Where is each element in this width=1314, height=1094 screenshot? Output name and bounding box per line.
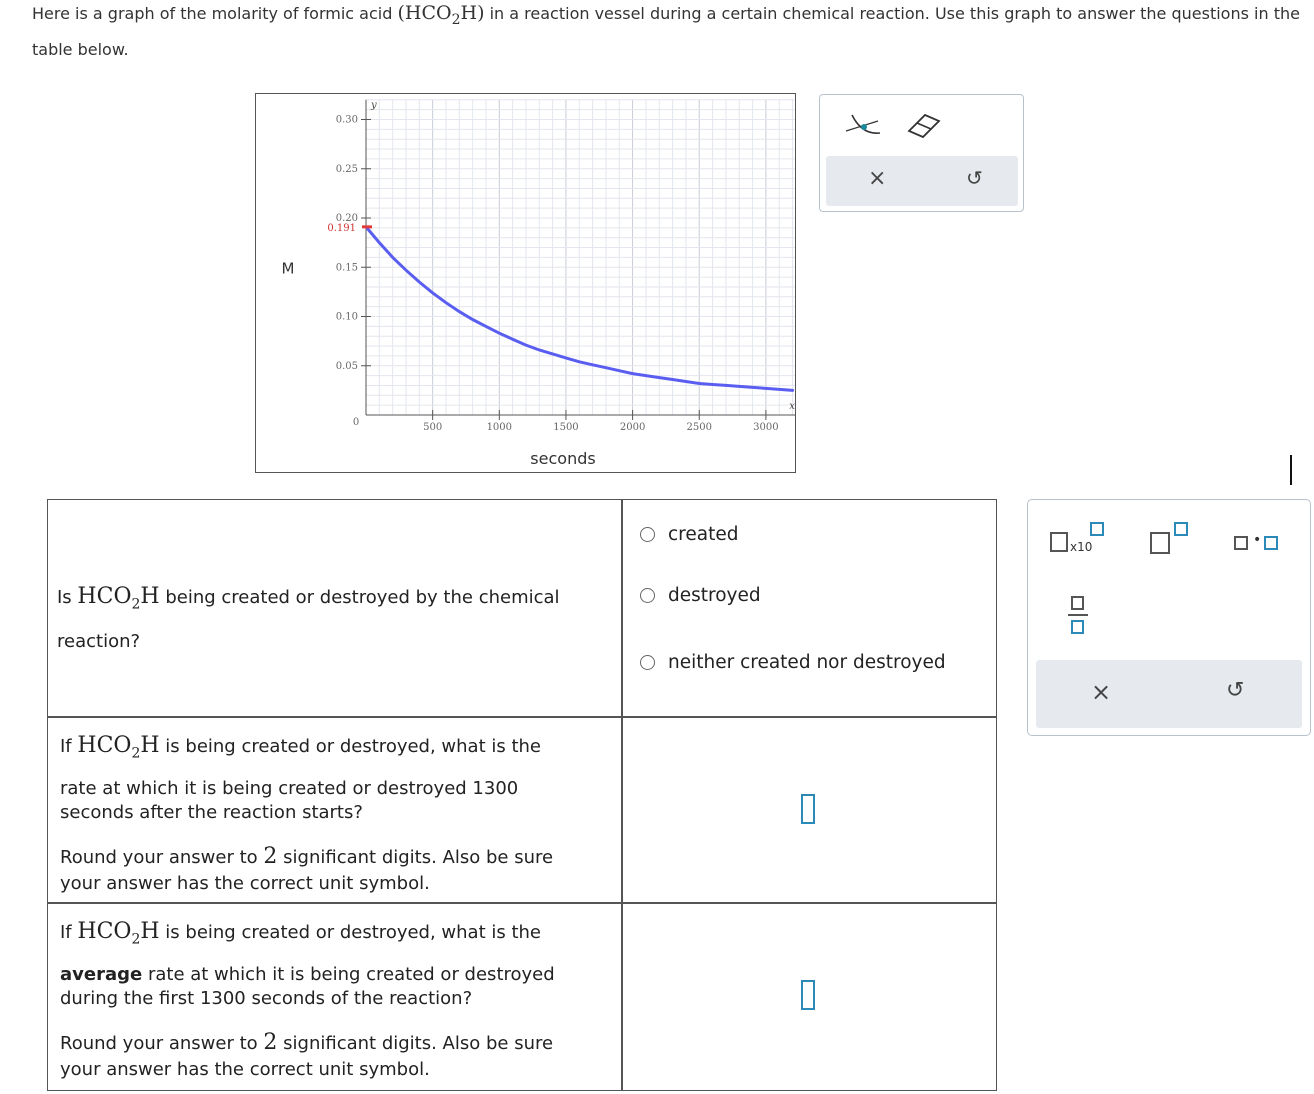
intro-formula: $(HCO_2H)$ [397, 2, 485, 28]
undo-keypad-button[interactable]: ↺ [1226, 678, 1245, 703]
keypad-bar [1036, 660, 1302, 728]
option-neither[interactable]: neither created nor destroyed [640, 652, 946, 673]
graph-tool-bar [826, 156, 1018, 206]
y-axis-letter: y [371, 99, 377, 111]
scientific-notation-button[interactable]: x10 [1050, 522, 1110, 562]
graph-toolbox [819, 94, 1024, 212]
y-tick-label: 0.20 [335, 213, 358, 224]
y-tick-label: 0.10 [335, 311, 358, 323]
intro-after: in a reaction vessel during a certain chemical reaction. Use this graph to answer the questions in the table below. [32, 4, 1300, 59]
q3-text: If $HCO_2H$ is being created or destroyed, what is the average rate at which it is being created or destroyed during the first 1300 seconds of the reaction? Round your answer to 2 significant digits. Also be sure your answer has the correct unit symbol. [60, 919, 555, 1081]
x-tick-label: 3000 [753, 422, 779, 433]
x-tick-label: 2000 [619, 422, 646, 433]
fraction-button[interactable] [1068, 596, 1088, 640]
y-axis-title: M [281, 259, 295, 278]
initial-value-label: 0.191 [327, 222, 356, 234]
clear-graph-button[interactable]: × [868, 166, 887, 191]
option-created[interactable]: created [640, 524, 738, 545]
y-tick-label: 0.25 [335, 163, 358, 175]
clear-keypad-button[interactable]: × [1091, 678, 1112, 706]
intro-before: Here is a graph of the molarity of formic acid [32, 4, 393, 23]
x-tick-label: 2500 [686, 422, 712, 433]
intro-text [32, 0, 1302, 65]
rate-1300-input[interactable] [801, 794, 815, 824]
text-cursor [1290, 455, 1292, 485]
y-tick-label: 0.15 [335, 262, 358, 274]
x-tick-label: 1500 [553, 422, 579, 433]
x-tick-label: 500 [423, 422, 443, 433]
math-keypad [1027, 499, 1311, 736]
y-tick-label: 0.30 [335, 114, 358, 126]
y-tick-label: 0.05 [335, 360, 358, 372]
origin-label: 0 [352, 417, 360, 428]
x-tick-label: 1000 [486, 422, 513, 433]
multiply-dot-button[interactable]: • [1234, 534, 1294, 554]
undo-graph-button[interactable]: ↺ [966, 166, 983, 190]
x-axis-title: seconds [530, 449, 596, 468]
q2-text: If $HCO_2H$ is being created or destroyed, what is the rate at which it is being created or destroyed 1300 seconds after the reaction starts? Round your answer to 2 significant digits. Also be sure your answer has the correct unit symbol. [60, 733, 554, 895]
line-tool-icon[interactable] [842, 105, 892, 145]
graph-panel [255, 93, 796, 473]
radio-destroyed[interactable] [640, 588, 655, 603]
eraser-icon[interactable] [903, 109, 943, 141]
average-rate-input[interactable] [801, 980, 815, 1010]
superscript-button[interactable] [1150, 522, 1200, 562]
option-destroyed[interactable]: destroyed [640, 585, 761, 606]
radio-created[interactable] [640, 527, 655, 542]
x-axis-letter: x [789, 401, 795, 412]
molarity-chart[interactable] [256, 94, 795, 472]
radio-neither[interactable] [640, 655, 655, 670]
q1-text: Is $HCO_2H$ being created or destroyed by the chemical reaction? [57, 584, 560, 653]
